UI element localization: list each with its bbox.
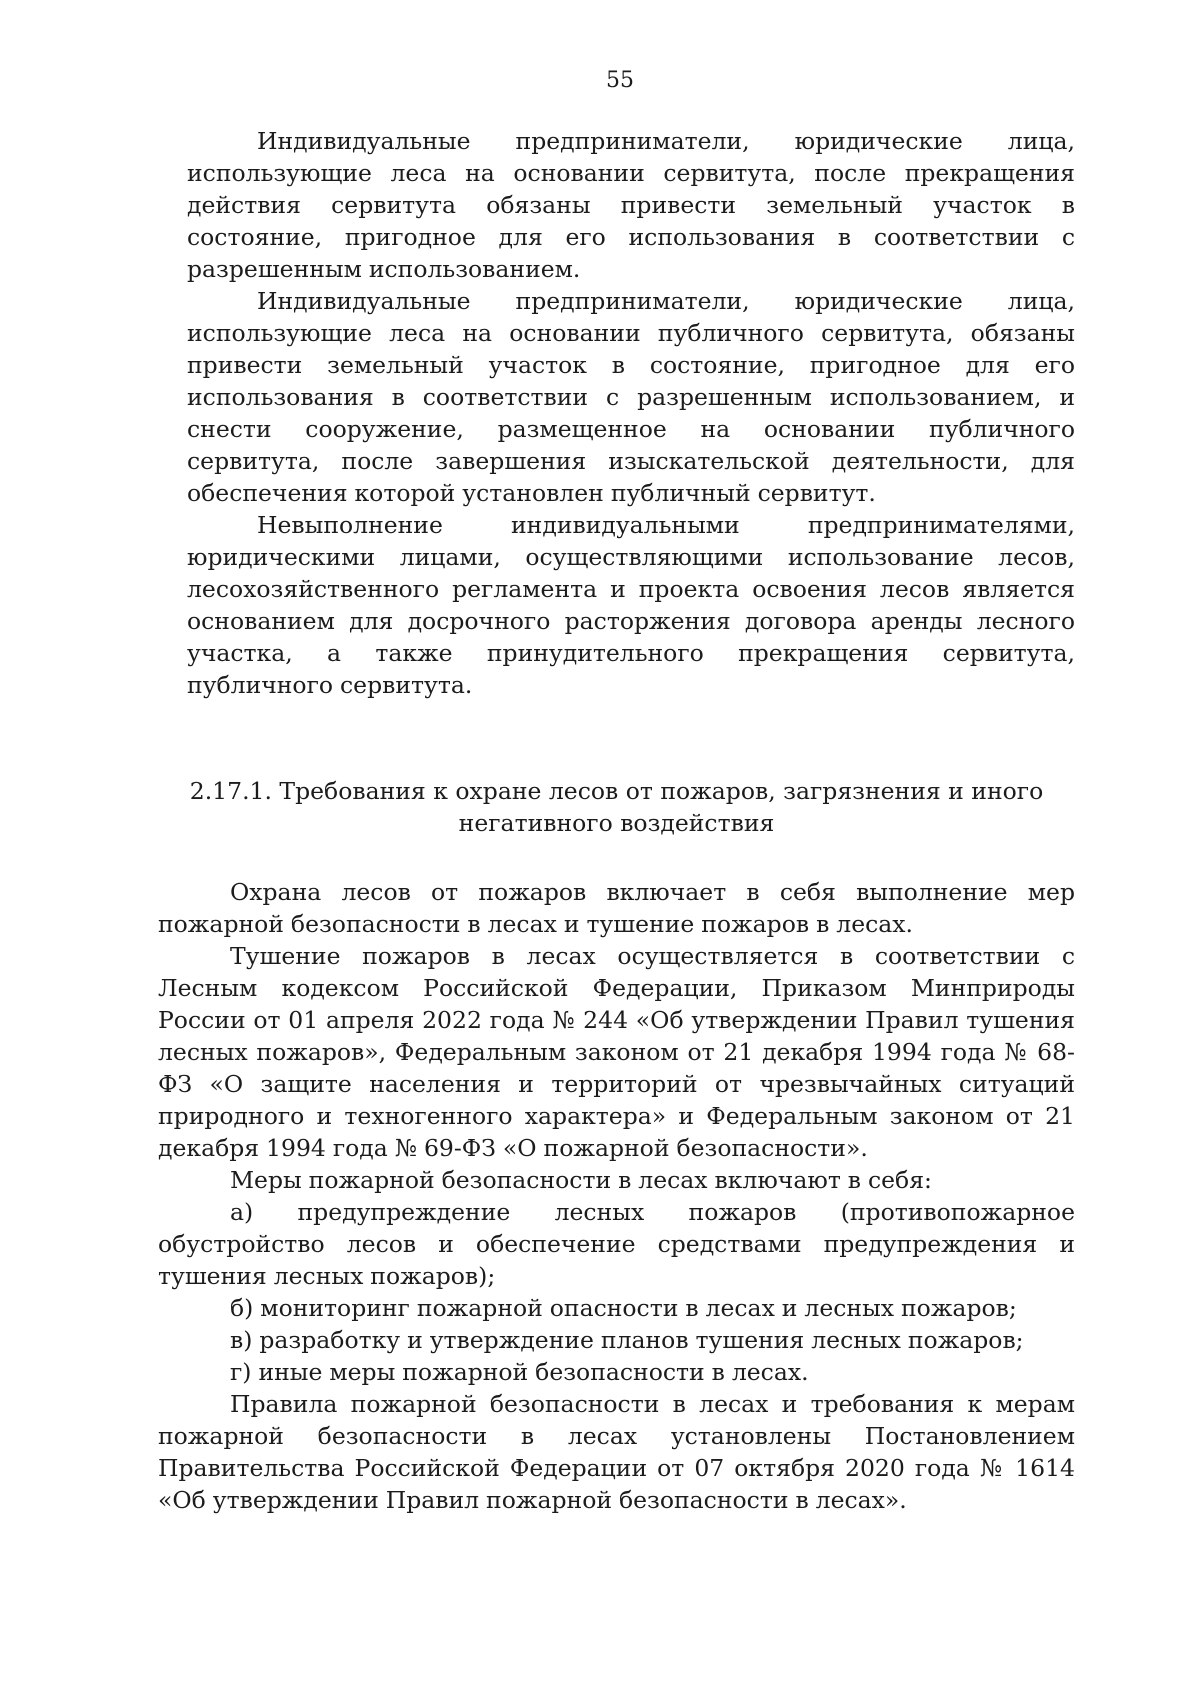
section-heading-line-1: 2.17.1. Требования к охране лесов от пожаров, загрязнения и иного <box>189 777 1044 805</box>
paragraph-fire-safety-rules: Правила пожарной безопасности в лесах и требования к мерам пожарной безопасности в лесах установлены Постановлением Правительства Российской Федерации от 07 октября 2020 года № 1614 «Об утверждении Правил пожарной безопасности в лесах». <box>158 1390 1075 1514</box>
paragraph-firefighting-legal-basis: Тушение пожаров в лесах осуществляется в соответствии с Лесным кодексом Российской Федерации, Приказом Минприроды России от 01 апреля 2022 года № 244 «Об утверждении Правил тушения лесных пожаров», Федеральным законом от 21 декабря 1994 года № 68-ФЗ «О защите населения и территорий от чрезвычайных ситуаций природного и техногенного характера» и Федеральным законом от 21 декабря 1994 года № 69-ФЗ «О пожарной безопасности». <box>158 942 1075 1162</box>
list-item-d: г) иные меры пожарной безопасности в лесах. <box>230 1358 809 1386</box>
bottom-text-block <box>158 876 1075 1516</box>
page-number: 55 <box>606 68 634 93</box>
paragraph-fire-safety-measures-intro: Меры пожарной безопасности в лесах включают в себя: <box>230 1166 932 1194</box>
paragraph-servitude-obligations: Индивидуальные предприниматели, юридические лица, использующие леса на основании сервитута, после прекращения действия сервитута обязаны привести земельный участок в состояние, пригодное для его использования в соответствии с разрешенным использованием. <box>187 127 1075 283</box>
section-heading-line-2: негативного воздействия <box>458 809 775 837</box>
list-item-a: а) предупреждение лесных пожаров (противопожарное обустройство лесов и обеспечение средствами предупреждения и тушения лесных пожаров); <box>158 1198 1075 1290</box>
top-text-block <box>187 125 1075 701</box>
paragraph-termination-grounds: Невыполнение индивидуальными предпринимателями, юридическими лицами, осуществляющими использование лесов, лесохозяйственного регламента и проекта освоения лесов является основанием для досрочного расторжения договора аренды лесного участка, а также принудительного прекращения сервитута, публичного сервитута. <box>187 511 1075 699</box>
paragraph-fire-protection: Охрана лесов от пожаров включает в себя выполнение мер пожарной безопасности в лесах и тушение пожаров в лесах. <box>158 878 1075 938</box>
list-item-b: б) мониторинг пожарной опасности в лесах и лесных пожаров; <box>230 1294 1017 1322</box>
list-item-c: в) разработку и утверждение планов тушения лесных пожаров; <box>230 1326 1024 1354</box>
paragraph-public-servitude-obligations: Индивидуальные предприниматели, юридические лица, использующие леса на основании публичного сервитута, обязаны привести земельный участок в состояние, пригодное для его использования в соответствии с разрешенным использованием, и снести сооружение, размещенное на основании публичного сервитута, после завершения изыскательской деятельности, для обеспечения которой установлен публичный сервитут. <box>187 287 1075 507</box>
section-heading <box>158 775 1075 839</box>
